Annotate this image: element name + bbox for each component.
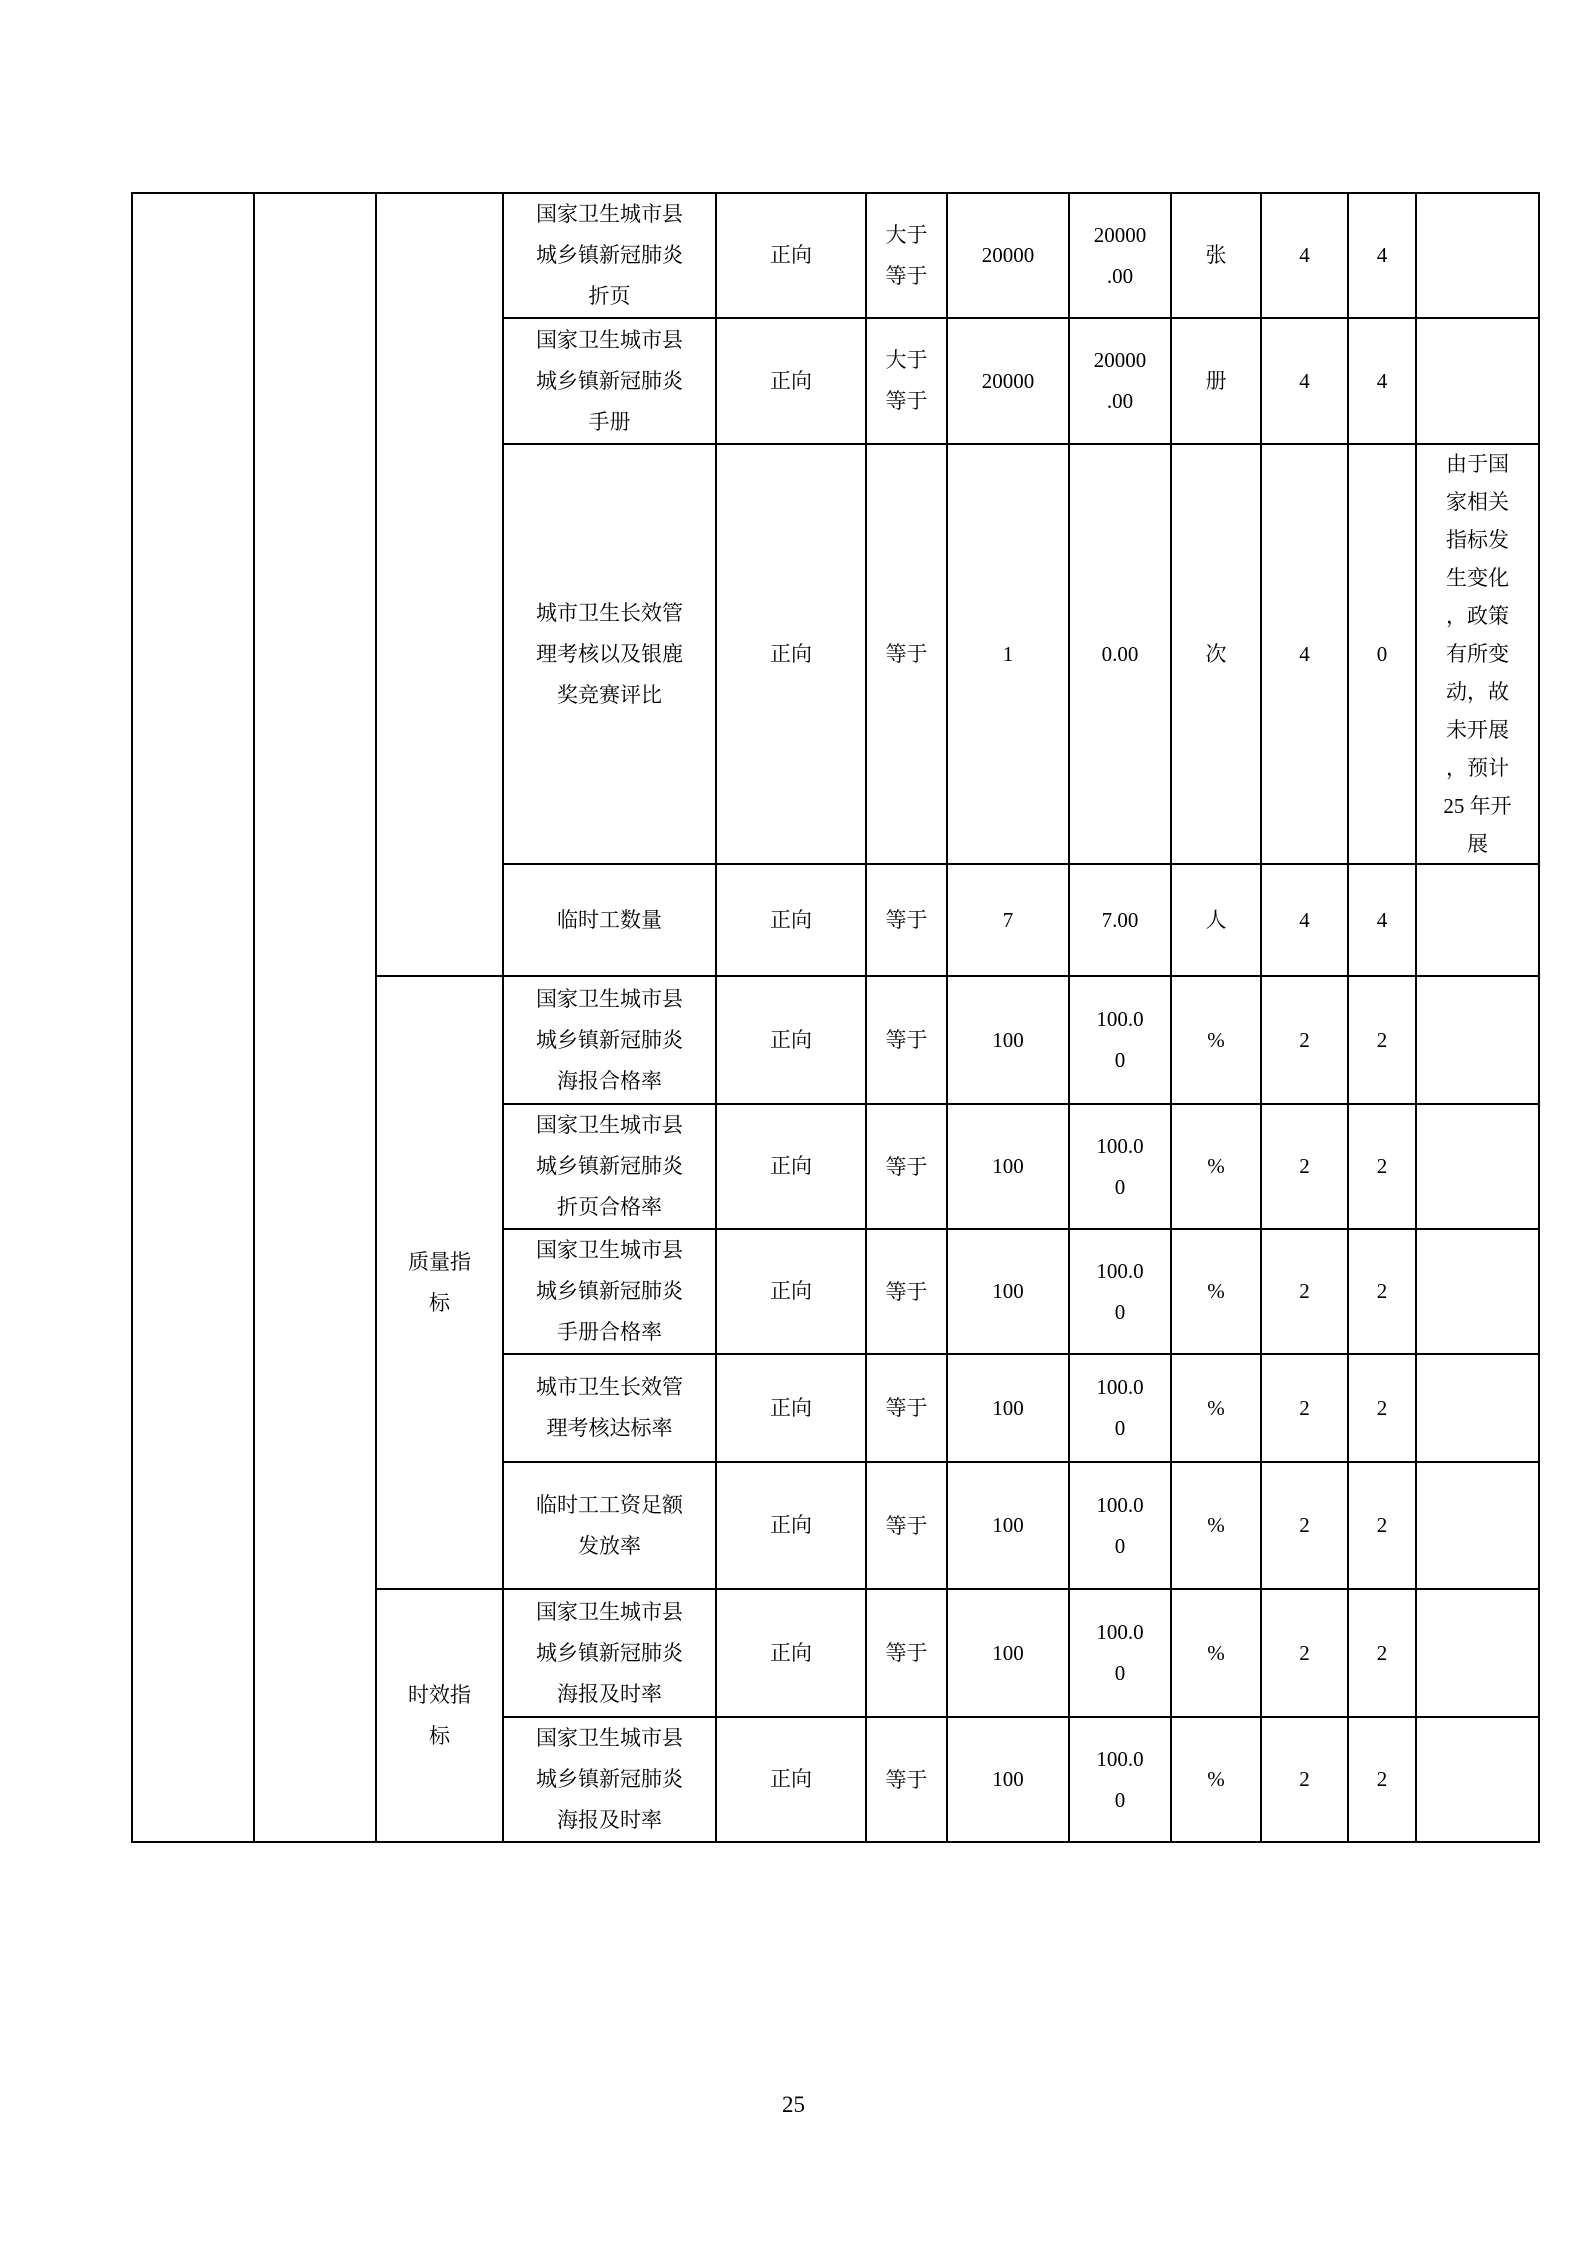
cell-direction: 正向 <box>716 1229 866 1354</box>
actual-value-text: 100.00 <box>1096 1746 1144 1812</box>
cell-indicator <box>503 1589 716 1717</box>
cell-unit: % <box>1171 1462 1261 1589</box>
cell-comparison <box>866 976 947 1104</box>
cell-indicator <box>503 864 716 976</box>
cell-actual-value <box>1069 1462 1171 1589</box>
cell-weight: 2 <box>1261 976 1348 1104</box>
cell-comparison <box>866 444 947 864</box>
cell-actual-value <box>1069 1717 1171 1842</box>
cell-direction: 正向 <box>716 1104 866 1229</box>
comparison-text: 等于 <box>885 1154 928 1179</box>
cell-target-value: 100 <box>947 1229 1069 1354</box>
cell-indicator <box>503 1462 716 1589</box>
cell-blank-category <box>376 193 503 976</box>
indicator-text: 临时工数量 <box>557 908 662 933</box>
cell-comparison <box>866 1229 947 1354</box>
cell-comparison <box>866 1462 947 1589</box>
cell-category-quality <box>376 976 503 1589</box>
cell-actual-value <box>1069 1229 1171 1354</box>
cell-indicator <box>503 976 716 1104</box>
cell-unit: % <box>1171 1589 1261 1717</box>
indicator-text: 国家卫生城市县城乡镇新冠肺炎折页合格率 <box>536 1113 683 1219</box>
cell-indicator <box>503 318 716 444</box>
cell-weight: 4 <box>1261 193 1348 318</box>
cell-unit: 册 <box>1171 318 1261 444</box>
cell-unit: % <box>1171 976 1261 1104</box>
cell-weight: 4 <box>1261 444 1348 864</box>
comparison-text: 等于 <box>885 1641 928 1666</box>
cell-note <box>1416 1589 1539 1717</box>
indicator-text: 城市卫生长效管理考核以及银鹿奖竞赛评比 <box>536 600 683 707</box>
cell-target-value: 100 <box>947 1354 1069 1462</box>
actual-value-text: 20000.00 <box>1093 348 1147 413</box>
cell-actual-value <box>1069 318 1171 444</box>
cell-weight: 2 <box>1261 1462 1348 1589</box>
cell-blank-col2 <box>254 193 376 1842</box>
cell-direction: 正向 <box>716 864 866 976</box>
cell-weight: 4 <box>1261 318 1348 444</box>
actual-value-text: 0.00 <box>1101 642 1139 667</box>
cell-target-value: 100 <box>947 1589 1069 1717</box>
cell-actual-value <box>1069 444 1171 864</box>
cell-actual-value <box>1069 976 1171 1104</box>
table-row <box>132 193 1539 318</box>
cell-indicator <box>503 193 716 318</box>
cell-comparison <box>866 1104 947 1229</box>
indicator-text: 国家卫生城市县城乡镇新冠肺炎海报合格率 <box>536 986 683 1093</box>
cell-direction: 正向 <box>716 318 866 444</box>
actual-value-text: 100.00 <box>1096 1492 1144 1558</box>
cell-note <box>1416 1354 1539 1462</box>
cell-comparison <box>866 864 947 976</box>
cell-target-value: 100 <box>947 1104 1069 1229</box>
indicator-text: 城市卫生长效管理考核达标率 <box>536 1375 683 1440</box>
indicator-text: 国家卫生城市县城乡镇新冠肺炎海报及时率 <box>536 1599 683 1706</box>
cell-note <box>1416 1717 1539 1842</box>
cell-score: 2 <box>1348 1717 1416 1842</box>
indicator-text: 国家卫生城市县城乡镇新冠肺炎折页 <box>536 202 683 308</box>
cell-indicator <box>503 1104 716 1229</box>
cell-unit: % <box>1171 1717 1261 1842</box>
comparison-text: 大于等于 <box>885 222 928 288</box>
cell-direction: 正向 <box>716 976 866 1104</box>
cell-comparison <box>866 1354 947 1462</box>
comparison-text: 等于 <box>885 1513 928 1538</box>
cell-actual-value <box>1069 1589 1171 1717</box>
actual-value-text: 100.00 <box>1096 1258 1144 1324</box>
cell-score: 2 <box>1348 1589 1416 1717</box>
cell-indicator <box>503 1354 716 1462</box>
indicator-text: 国家卫生城市县城乡镇新冠肺炎海报及时率 <box>536 1726 683 1832</box>
cell-comparison <box>866 318 947 444</box>
cell-comparison <box>866 1717 947 1842</box>
cell-note <box>1416 1104 1539 1229</box>
cell-indicator <box>503 444 716 864</box>
cell-actual-value <box>1069 1104 1171 1229</box>
actual-value-text: 100.00 <box>1096 1375 1144 1440</box>
cell-indicator <box>503 1717 716 1842</box>
cell-unit: % <box>1171 1229 1261 1354</box>
cell-note <box>1416 193 1539 318</box>
cell-unit: 张 <box>1171 193 1261 318</box>
cell-indicator <box>503 1229 716 1354</box>
cell-actual-value <box>1069 193 1171 318</box>
cell-unit: % <box>1171 1104 1261 1229</box>
cell-weight: 4 <box>1261 864 1348 976</box>
cell-category-timeliness <box>376 1589 503 1842</box>
indicator-text: 临时工工资足额发放率 <box>536 1492 683 1558</box>
note-text: 由于国家相关指标发生变化，政策有所变动，故未开展，预计 25 年开展 <box>1443 452 1512 856</box>
cell-score: 2 <box>1348 1462 1416 1589</box>
indicator-text: 国家卫生城市县城乡镇新冠肺炎手册合格率 <box>536 1238 683 1344</box>
cell-note <box>1416 444 1539 864</box>
cell-target-value: 100 <box>947 1717 1069 1842</box>
cell-direction: 正向 <box>716 1589 866 1717</box>
cell-unit: 人 <box>1171 864 1261 976</box>
cell-note <box>1416 1229 1539 1354</box>
actual-value-text: 20000.00 <box>1093 222 1147 288</box>
cell-score: 2 <box>1348 1104 1416 1229</box>
comparison-text: 大于等于 <box>885 348 928 413</box>
cell-unit: % <box>1171 1354 1261 1462</box>
comparison-text: 等于 <box>885 1279 928 1304</box>
cell-note <box>1416 864 1539 976</box>
cell-note <box>1416 976 1539 1104</box>
cell-weight: 2 <box>1261 1717 1348 1842</box>
indicator-text: 国家卫生城市县城乡镇新冠肺炎手册 <box>536 327 683 434</box>
cell-target-value: 7 <box>947 864 1069 976</box>
cell-target-value: 1 <box>947 444 1069 864</box>
actual-value-text: 100.00 <box>1096 1620 1144 1685</box>
cell-target-value: 100 <box>947 976 1069 1104</box>
cell-score: 4 <box>1348 193 1416 318</box>
cell-direction: 正向 <box>716 1354 866 1462</box>
cell-weight: 2 <box>1261 1104 1348 1229</box>
actual-value-text: 100.00 <box>1096 1007 1144 1072</box>
cell-direction: 正向 <box>716 1717 866 1842</box>
cell-target-value: 20000 <box>947 193 1069 318</box>
comparison-text: 等于 <box>885 1028 928 1053</box>
cell-target-value: 100 <box>947 1462 1069 1589</box>
cell-score: 2 <box>1348 1229 1416 1354</box>
cell-note <box>1416 1462 1539 1589</box>
page-number: 25 <box>782 2092 805 2117</box>
cell-unit: 次 <box>1171 444 1261 864</box>
cell-comparison <box>866 1589 947 1717</box>
cell-score: 0 <box>1348 444 1416 864</box>
cell-blank-col1 <box>132 193 254 1842</box>
cell-weight: 2 <box>1261 1354 1348 1462</box>
actual-value-text: 100.00 <box>1096 1133 1144 1199</box>
cell-actual-value <box>1069 864 1171 976</box>
actual-value-text: 7.00 <box>1101 908 1139 933</box>
comparison-text: 等于 <box>885 1396 928 1421</box>
cell-direction: 正向 <box>716 193 866 318</box>
cell-score: 4 <box>1348 318 1416 444</box>
cell-score: 2 <box>1348 976 1416 1104</box>
performance-indicator-table <box>131 192 1540 1843</box>
comparison-text: 等于 <box>885 1767 928 1792</box>
category-text: 质量指标 <box>408 1249 471 1315</box>
cell-score: 4 <box>1348 864 1416 976</box>
category-text: 时效指标 <box>408 1682 471 1748</box>
cell-actual-value <box>1069 1354 1171 1462</box>
cell-direction: 正向 <box>716 1462 866 1589</box>
cell-weight: 2 <box>1261 1229 1348 1354</box>
cell-target-value: 20000 <box>947 318 1069 444</box>
cell-direction: 正向 <box>716 444 866 864</box>
cell-note <box>1416 318 1539 444</box>
cell-weight: 2 <box>1261 1589 1348 1717</box>
cell-comparison <box>866 193 947 318</box>
cell-score: 2 <box>1348 1354 1416 1462</box>
comparison-text: 等于 <box>885 908 928 933</box>
comparison-text: 等于 <box>885 642 928 667</box>
